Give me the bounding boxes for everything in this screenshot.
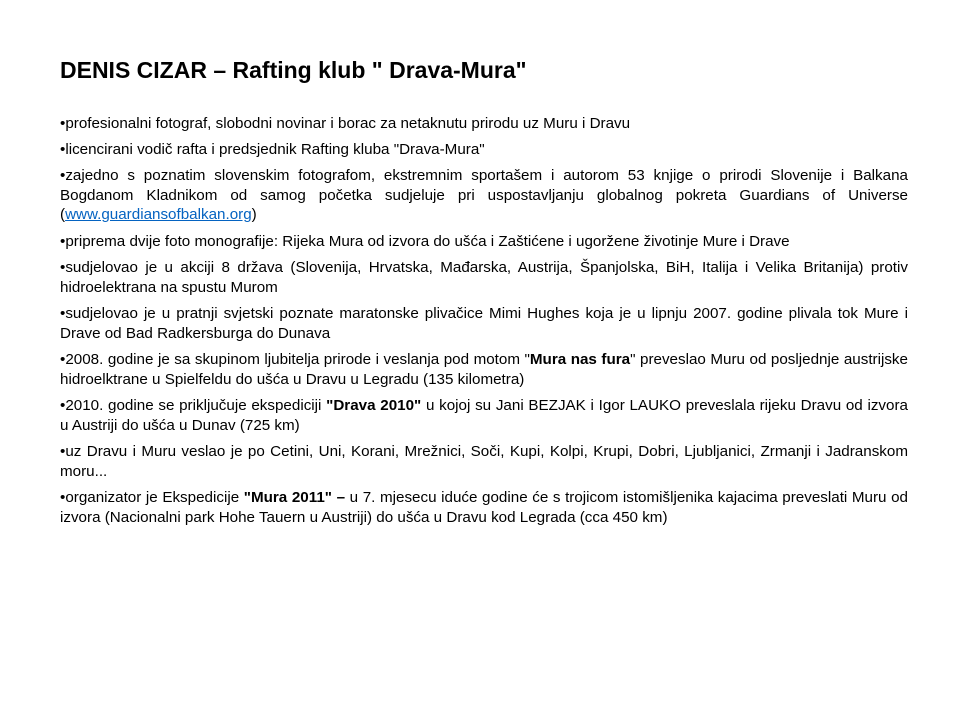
bullet-2011-before: •organizator je Ekspedicije xyxy=(60,489,244,506)
bullet-2010-after: u kojoj su Jani BEZJAK i Igor LAUKO preveslala rijeku Dravu od izvora u Austriji do ušća u Dunav (725 km) xyxy=(60,397,908,434)
bullet-eight-countries: •sudjelovao je u akciji 8 država (Slovenija, Hrvatska, Mađarska, Austrija, Španjolska, BiH, Italija i Velika Britanija) protiv hidroelektrana na spustu Murom xyxy=(60,259,908,296)
bullet-guardians xyxy=(60,166,908,225)
bullet-2010 xyxy=(60,396,908,435)
bullet-2008-before: •2008. godine je sa skupinom ljubitelja prirode i veslanja pod motom " xyxy=(60,351,530,368)
bullet-rivers: •uz Dravu i Muru veslao je po Cetini, Uni, Korani, Mrežnici, Soči, Kupi, Kolpi, Krupi, Dobri, Ljubljanici, Zrmanji i Jadranskom moru... xyxy=(60,443,908,480)
bullet-raft-guide: •licencirani vodič rafta i predsjednik Rafting kluba "Drava-Mura" xyxy=(60,140,485,158)
bullet-2008-motto: Mura nas fura xyxy=(529,351,631,368)
bullet-2008 xyxy=(60,350,908,389)
bullet-guardians-text: •zajedno s poznatim slovenskim fotografom, ekstremnim sportašem i autorom 53 knjige o prirodi Slovenije i Balkana Bogdanom Kladnikom od samog početka sudjeluje pri uspostavljanju globalnog pokreta Guardians of Universe ( xyxy=(60,167,908,223)
bullet-2010-before: •2010. godine se priključuje ekspediciji xyxy=(60,397,327,414)
bullet-guardians-close: ) xyxy=(251,206,257,223)
bullet-2010-expedition: "Drava 2010" xyxy=(326,397,422,414)
bullet-2008-after: " preveslao Muru od posljednje austrijske hidroelktrane u Spielfeldu do ušća u Dravu u Legradu (135 kilometra) xyxy=(60,351,908,388)
page-title: DENIS CIZAR – Rafting klub " Drava-Mura" xyxy=(60,57,527,83)
guardians-link[interactable]: www.guardiansofbalkan.org xyxy=(65,206,252,223)
bullet-2011-expedition: "Mura 2011" – xyxy=(243,489,346,506)
bullet-list xyxy=(60,114,908,527)
bullet-mimi-hughes: •sudjelovao je u pratnji svjetski poznate maratonske plivačice Mimi Hughes koja je u lipnju 2007. godine plivala tok Mure i Drave od Bad Radkersburga do Dunava xyxy=(60,305,908,342)
bullet-2011-after: u 7. mjesecu iduće godine će s trojicom istomišljenika kajacima preveslati Muru od izvora (Nacionalni park Hohe Tauern u Austriji) do ušća u Dravu kod Legrada (cca 450 km) xyxy=(60,489,908,526)
bullet-photographer: •profesionalni fotograf, slobodni novinar i borac za netaknutu prirodu uz Muru i Dravu xyxy=(60,115,631,132)
bullet-monographs: •priprema dvije foto monografije: Rijeka Mura od izvora do ušća i Zaštićene i ugoržene životinje Mure i Drave xyxy=(60,232,790,250)
slide-content xyxy=(60,56,908,534)
bullet-2011 xyxy=(60,488,908,527)
